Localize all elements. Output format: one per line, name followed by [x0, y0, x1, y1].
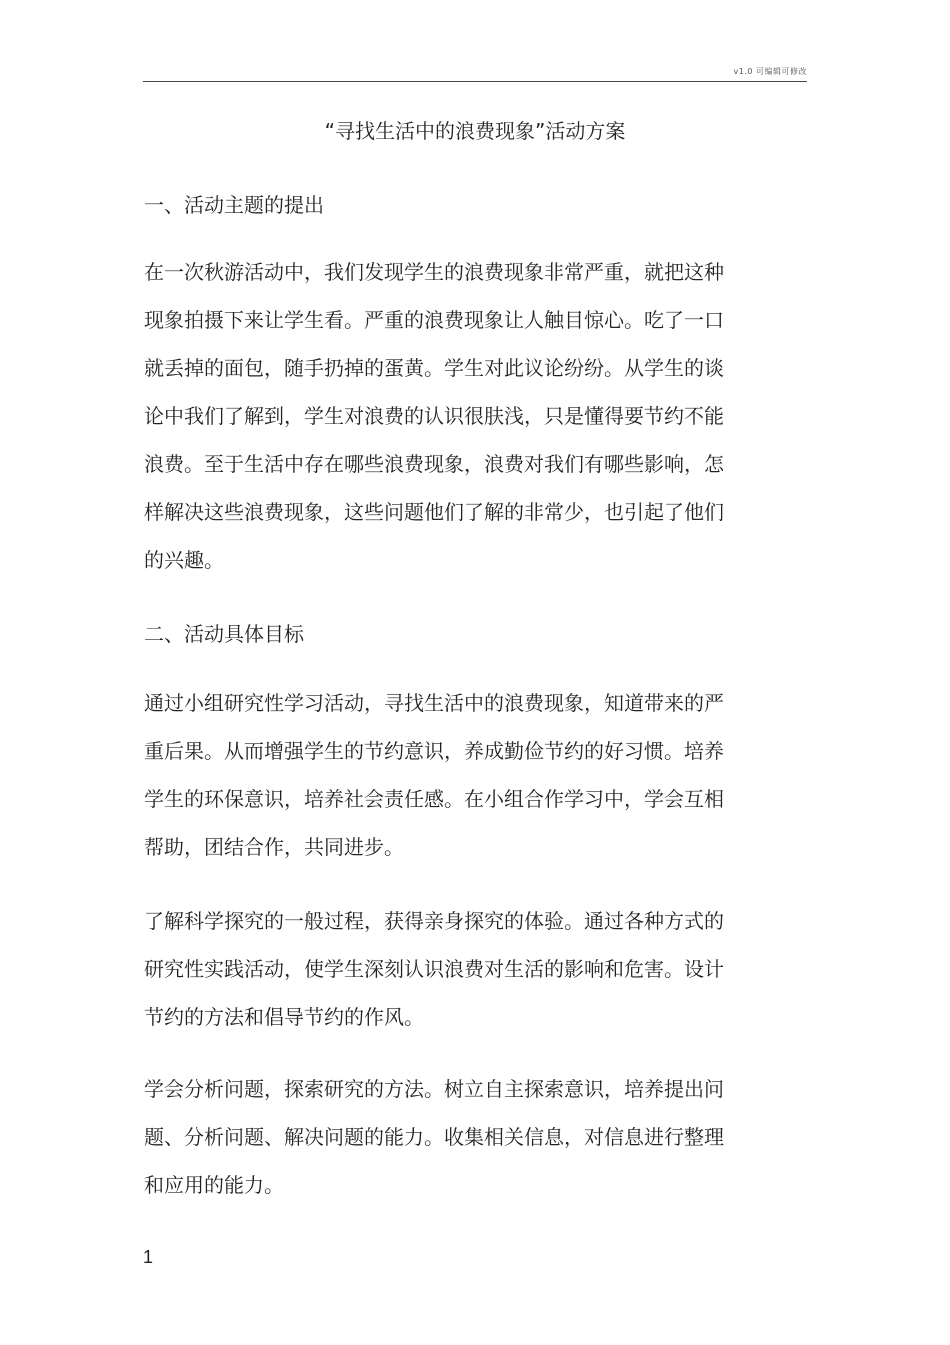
text-line: 重后果。从而增强学生的节约意识，养成勤俭节约的好习惯。培养	[144, 739, 724, 763]
text-line: 现象拍摄下来让学生看。严重的浪费现象让人触目惊心。吃了一口	[144, 308, 724, 332]
text-line: 在一次秋游活动中，我们发现学生的浪费现象非常严重，就把这种	[144, 260, 724, 284]
section-heading-2: 二、活动具体目标	[144, 622, 304, 646]
text-line: 研究性实践活动，使学生深刻认识浪费对生活的影响和危害。设计	[144, 957, 724, 981]
header-note: v1.0 可编辑可修改	[733, 67, 807, 76]
header-rule	[143, 81, 807, 82]
paragraph-3	[144, 906, 764, 1050]
section-heading-1: 一、活动主题的提出	[144, 193, 324, 217]
paragraph-1	[144, 257, 764, 593]
text-line: 就丢掉的面包，随手扔掉的蛋黄。学生对此议论纷纷。从学生的谈	[144, 356, 724, 380]
text-line: 学会分析问题，探索研究的方法。树立自主探索意识，培养提出问	[144, 1077, 724, 1101]
text-line: 和应用的能力。	[144, 1173, 284, 1197]
text-line: 学生的环保意识，培养社会责任感。在小组合作学习中，学会互相	[144, 787, 724, 811]
text-line: 浪费。至于生活中存在哪些浪费现象，浪费对我们有哪些影响，怎	[144, 452, 724, 476]
document-title: “寻找生活中的浪费现象”活动方案	[324, 119, 626, 143]
text-line: 了解科学探究的一般过程，获得亲身探究的体验。通过各种方式的	[144, 909, 724, 933]
paragraph-4	[144, 1074, 764, 1218]
paragraph-2	[144, 688, 764, 880]
text-line: 的兴趣。	[144, 548, 224, 572]
text-line: 节约的方法和倡导节约的作风。	[144, 1005, 424, 1029]
page-number: 1	[143, 1247, 154, 1267]
text-line: 题、分析问题、解决问题的能力。收集相关信息，对信息进行整理	[144, 1125, 724, 1149]
text-line: 通过小组研究性学习活动，寻找生活中的浪费现象，知道带来的严	[144, 691, 724, 715]
text-line: 论中我们了解到，学生对浪费的认识很肤浅，只是懂得要节约不能	[144, 404, 724, 428]
text-line: 帮助，团结合作，共同进步。	[144, 835, 404, 859]
text-line: 样解决这些浪费现象，这些问题他们了解的非常少，也引起了他们	[144, 500, 724, 524]
